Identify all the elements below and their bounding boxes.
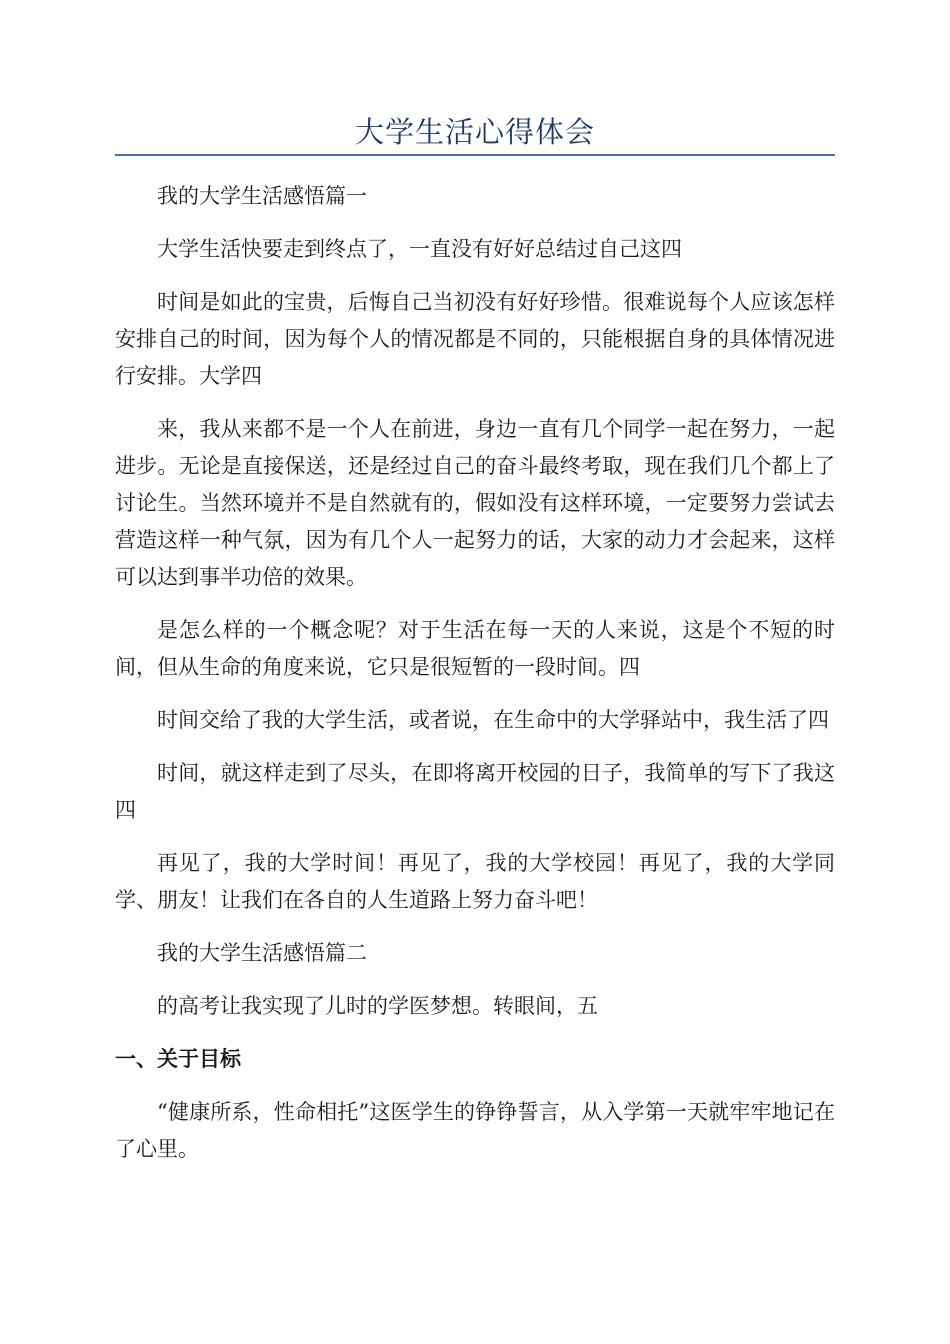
document-title: 大学生活心得体会 — [354, 115, 595, 149]
paragraph-11: “健康所系，性命相托”这医学生的铮铮誓言，从入学第一天就牢牢地记在了心里。 — [115, 1100, 835, 1161]
paragraph-4: 来，我从来都不是一个人在前进，身边一直有几个同学一起在努力，一起进步。无论是直接保送，还是经过自己的奋斗最终考取，现在我们几个都上了讨论生。当然环境并不是自然就有的，假如没有这样环境，一定要努力尝试去营造这样一种气氛，因为有几个人一起努力的话，大家的动力才会起来，这样可以达到事半功倍的效果。 — [115, 417, 835, 589]
paragraph-3: 时间是如此的宝贵，后悔自己当初没有好好珍惜。很难说每个人应该怎样安排自己的时间，因为每个人的情况都是不同的，只能根据自身的具体情况进行安排。大学四 — [115, 290, 835, 388]
section-heading: 一、关于目标 — [115, 1047, 241, 1071]
paragraph-5: 是怎么样的一个概念呢？对于生活在每一天的人来说，这是个不短的时间，但从生命的角度来说，它只是很短暂的一段时间。四 — [115, 618, 835, 679]
title-underline — [115, 154, 835, 156]
paragraph-6: 时间交给了我的大学生活，或者说，在生命中的大学驿站中，我生活了四 — [157, 708, 829, 732]
paragraph-7: 时间，就这样走到了尽头，在即将离开校园的日子，我简单的写下了我这四 — [115, 761, 835, 822]
paragraph-8: 再见了，我的大学时间！再见了，我的大学校园！再见了，我的大学同学、朋友！让我们在各自的人生道路上努力奋斗吧！ — [115, 851, 835, 912]
paragraph-9: 我的大学生活感悟篇二 — [157, 941, 367, 965]
paragraph-1: 我的大学生活感悟篇一 — [157, 184, 367, 208]
document-body — [115, 178, 835, 1168]
document-page — [115, 0, 835, 1184]
paragraph-10: 的高考让我实现了儿时的学医梦想。转眼间，五 — [157, 994, 598, 1018]
paragraph-2: 大学生活快要走到终点了，一直没有好好总结过自己这四 — [157, 237, 682, 261]
